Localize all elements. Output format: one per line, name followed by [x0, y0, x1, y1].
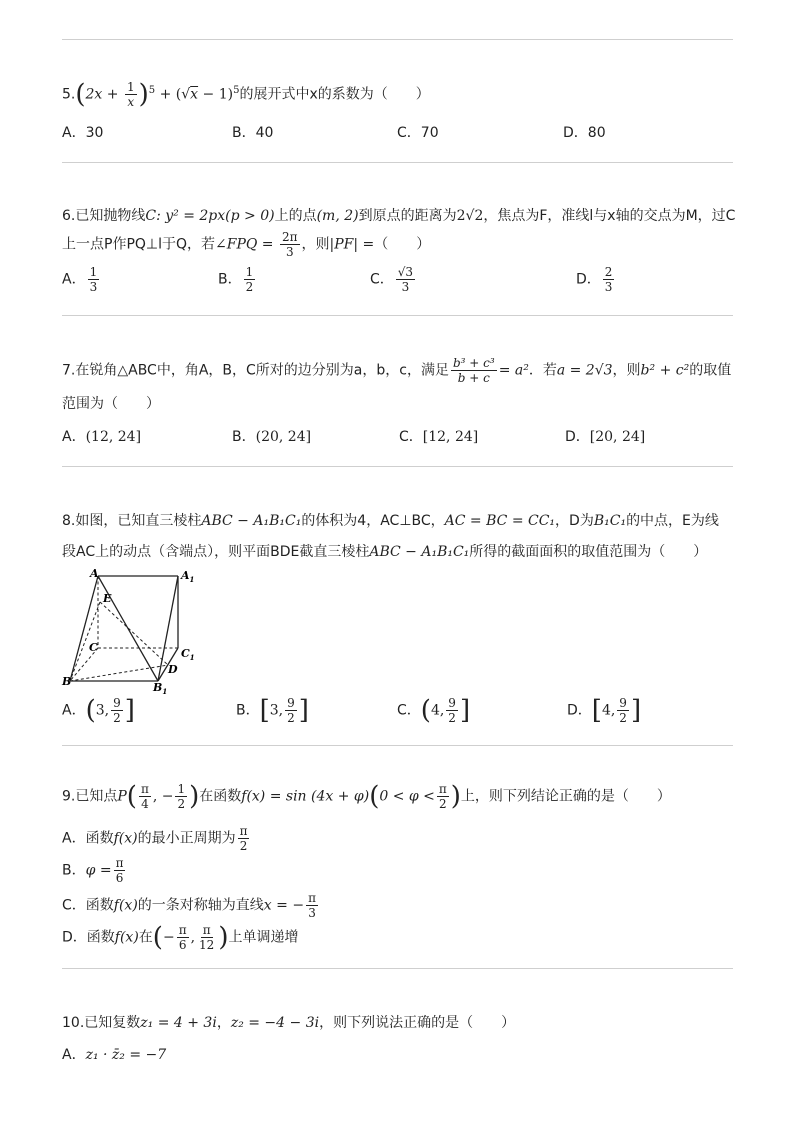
question-10-stem: 10.已知复数z₁ = 4 + 3i，z₂ = −4 − 3i，则下列说法正确的是（ ） [62, 1015, 516, 1031]
q5-option-d[interactable]: D．80 [563, 125, 606, 141]
q6-option-c[interactable]: C． $\frac{√3}{3}$ [370, 265, 414, 294]
label-c: C [89, 641, 98, 654]
label-b: B [62, 675, 72, 688]
label-d: D [168, 663, 178, 676]
question-8-line1: 8.如图，已知直三棱柱ABC − A₁B₁C₁的体积为4，AC⊥BC，AC = BC = CC₁，D为B₁C₁的中点，E为线 [62, 513, 719, 529]
question-8-line2: 段AC上的动点（含端点），则平面BDE截直三棱柱ABC − A₁B₁C₁所得的截面面积的取值范围为（ ） [62, 544, 708, 560]
q9-option-b[interactable]: B．φ = $\frac{\pi}{6}$ [62, 856, 124, 885]
fraction: $\frac{2\pi}{3}$ [282, 230, 298, 259]
question-7-line1: 7.在锐角△ABC中，角A，B，C所对的边分别为a，b，c，满足 $\frac{\text{b³ + c³}}{b + c}$ = a²．若a = 2√3，则b² + c²的取值 [62, 356, 732, 385]
q8-option-a[interactable]: A．(3, $\frac{9}{2}$ ] [62, 695, 135, 726]
q7-option-c[interactable]: C．[12, 24] [399, 429, 479, 445]
prism-figure [60, 565, 210, 695]
label-c1: $C_1$ [181, 647, 195, 662]
q9-option-d[interactable]: D．函数f(x)在(− $\frac{\pi}{6}$ , $\frac{\pi}{12}$ )上单调递增 [62, 922, 299, 953]
separator-q8 [62, 745, 733, 746]
q5-option-a[interactable]: A．30 [62, 125, 104, 141]
q8-option-c[interactable]: C．(4, $\frac{9}{2}$ ] [397, 695, 471, 726]
q5-option-c[interactable]: C．70 [397, 125, 439, 141]
q7-option-a[interactable]: A．(12, 24] [62, 429, 142, 445]
label-a: A [90, 567, 99, 580]
question-number: 5. [62, 86, 76, 103]
question-7-line2: 范围为（ ） [62, 396, 160, 412]
q5-option-b[interactable]: B．40 [232, 125, 274, 141]
q9-option-c[interactable]: C．函数f(x)的一条对称轴为直线x = − $\frac{\pi}{3}$ [62, 891, 316, 920]
edge-e-d [100, 602, 168, 665]
question-9-stem: 9.已知点P( $\frac{\pi}{4}$ , − $\frac{1}{2}$ )在函数f(x) = sin (4x + φ)(0 < φ < $\frac{\pi}{2}$ )上，则下列结论正确的是（ ） [62, 781, 671, 812]
question-6-line1: 6.已知抛物线C: y² = 2px(p > 0)上的点(m, 2)到原点的距离为2√2，焦点为F，准线l与x轴的交点为M，过C [62, 208, 736, 224]
separator-q9 [62, 968, 733, 969]
q6-option-b[interactable]: B． $\frac{1}{2}$ [218, 265, 254, 294]
q6-option-d[interactable]: D． $\frac{2}{3}$ [576, 265, 613, 294]
q8-option-d[interactable]: D．[4, $\frac{9}{2}$ ] [567, 695, 642, 726]
question-5-stem: 5.(2x + $\frac{1}{x}$ )$^5 + (√x - 1)^5$的展开式中x的系数为（ ） [62, 79, 430, 110]
fraction: $\frac{\text{b³ + c³}}{b + c}$ [452, 356, 495, 385]
separator-top [62, 39, 733, 40]
label-b1: $B_1$ [153, 681, 168, 695]
q7-option-d[interactable]: D．[20, 24] [565, 429, 646, 445]
separator-q7 [62, 466, 733, 467]
q7-option-b[interactable]: B．(20, 24] [232, 429, 312, 445]
label-a1: $A_1$ [181, 569, 195, 584]
q6-option-a[interactable]: A． $\frac{1}{3}$ [62, 265, 98, 294]
q9-option-a[interactable]: A．函数f(x)的最小正周期为 $\frac{\pi}{2}$ [62, 824, 248, 853]
separator-q6 [62, 315, 733, 316]
label-e: E [103, 592, 112, 605]
q8-option-b[interactable]: B．[3, $\frac{9}{2}$ ] [236, 695, 309, 726]
fraction: $\frac{1}{x}$ [126, 80, 135, 109]
separator-q5 [62, 162, 733, 163]
question-6-line2: 上一点P作PQ⊥l于Q，若∠FPQ = $\frac{2\pi}{3}$ ，则|PF| =（ ） [62, 230, 431, 259]
q10-option-a[interactable]: A．z₁ · z̄₂ = −7 [62, 1047, 167, 1063]
